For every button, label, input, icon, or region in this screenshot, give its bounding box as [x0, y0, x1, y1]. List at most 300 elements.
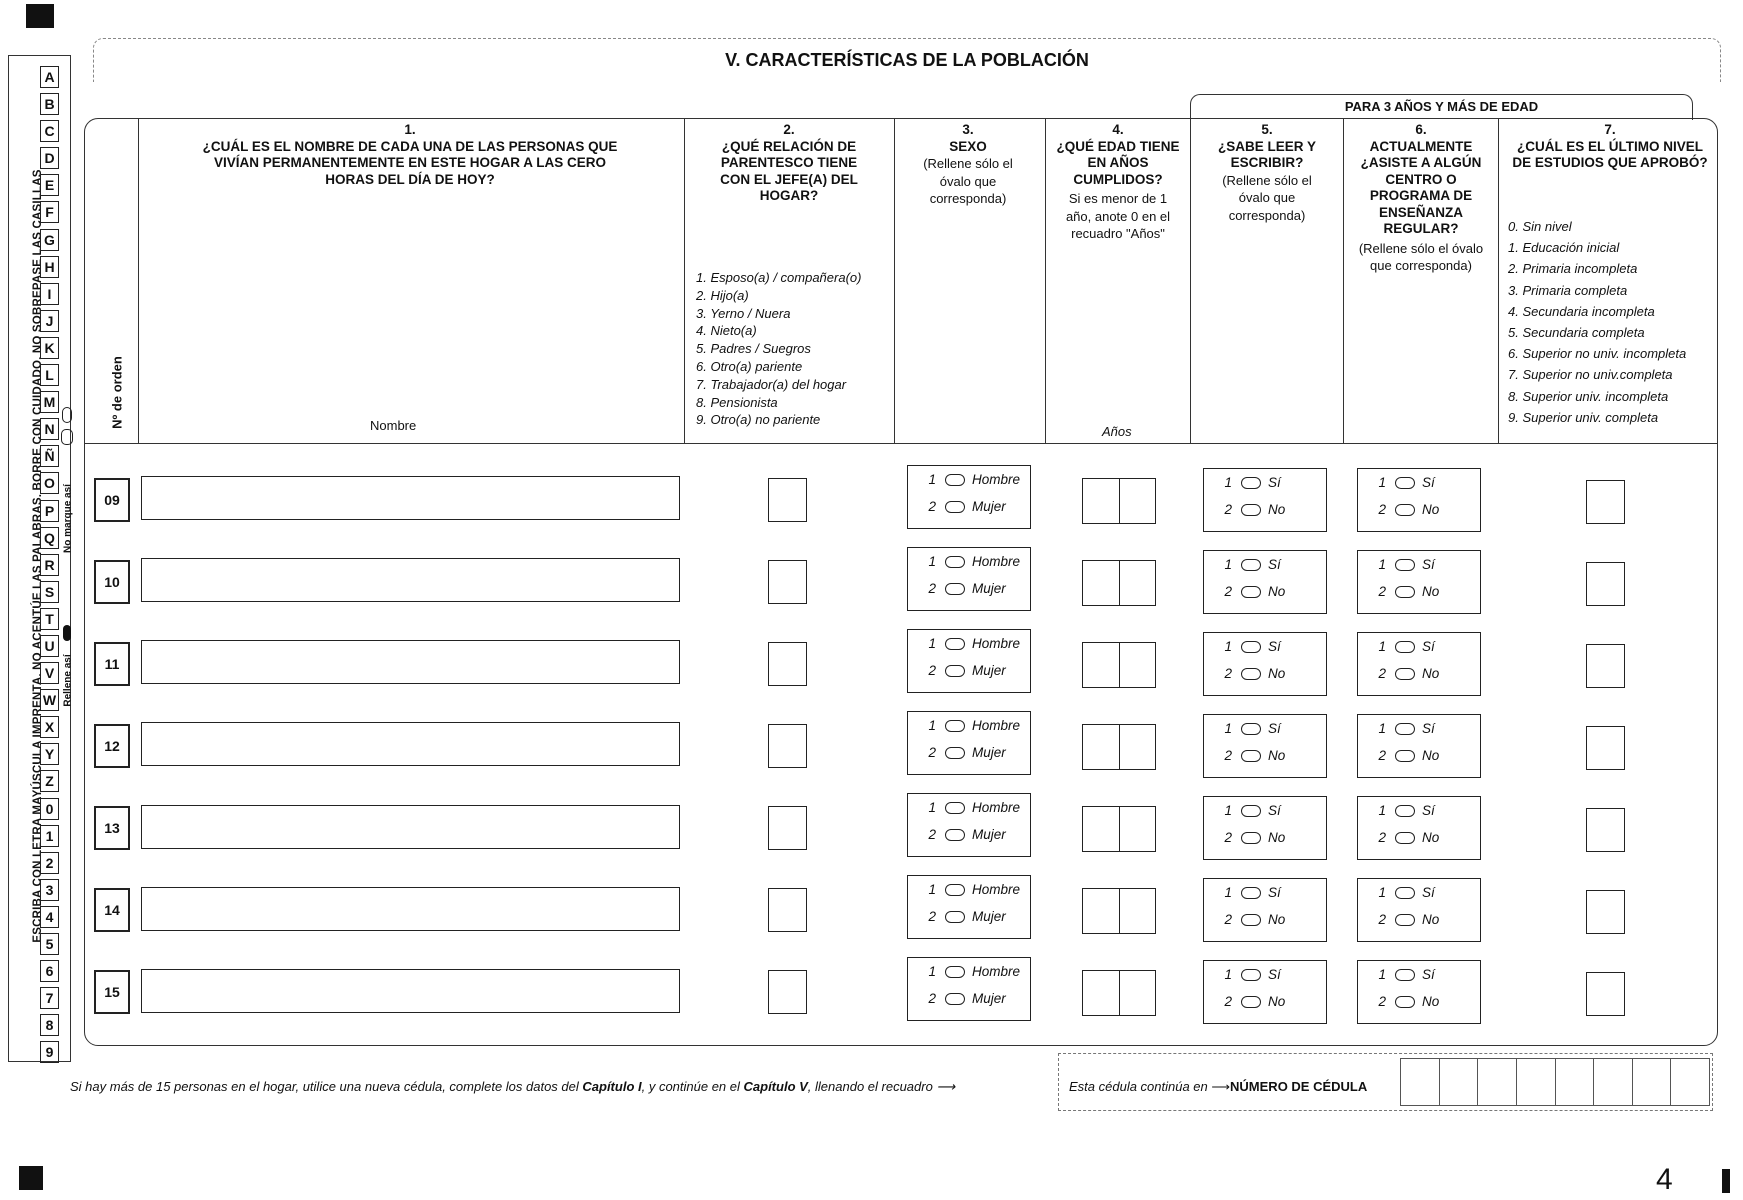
continua-text: Esta cédula continúa en [1069, 1079, 1208, 1094]
oval-radio[interactable] [1241, 969, 1261, 981]
footer-note-cap1: Capítulo I [582, 1079, 642, 1094]
oval-radio[interactable] [945, 556, 965, 568]
school-attendance-option[interactable] [1358, 584, 1480, 599]
cedula-digit-box[interactable] [1593, 1058, 1632, 1106]
education-level-input[interactable] [1586, 726, 1625, 770]
age-digit-box[interactable] [1083, 479, 1120, 523]
option-label: Mujer [972, 909, 1006, 924]
col-5-number: 5. [1261, 122, 1273, 137]
literacy-option[interactable] [1204, 830, 1326, 845]
option-label: No [1268, 584, 1286, 599]
literacy-option[interactable] [1204, 475, 1326, 490]
character-guide-box: 6 [40, 960, 59, 982]
registration-mark-bottom-left [19, 1166, 43, 1190]
nombre-label: Nombre [370, 418, 417, 433]
option-label: No [1422, 912, 1440, 927]
name-input[interactable] [141, 722, 680, 766]
oval-radio[interactable] [1395, 559, 1415, 571]
col-6-question: ACTUALMENTE ¿ASISTE A ALGÚN CENTRO O PROGRAMA DE ENSEÑANZA REGULAR? [1360, 138, 1482, 236]
col-7-number: 7. [1604, 122, 1616, 137]
oval-radio[interactable] [1395, 641, 1415, 653]
oval-radio[interactable] [1241, 723, 1261, 735]
relationship-code-input[interactable] [768, 970, 807, 1014]
option-number: 1 [928, 882, 936, 897]
option-number: 2 [1378, 748, 1386, 763]
option-label: No [1268, 830, 1286, 845]
character-guide-box: M [40, 391, 59, 413]
footer-note-2: , y continúe en el [641, 1079, 744, 1094]
age-digit-box[interactable] [1083, 725, 1120, 769]
name-input[interactable] [141, 558, 680, 602]
relationship-code-input[interactable] [768, 478, 807, 522]
oval-radio[interactable] [1395, 723, 1415, 735]
school-attendance-option[interactable] [1358, 885, 1480, 900]
sex-option[interactable] [908, 800, 1030, 815]
option-number: 2 [1224, 748, 1232, 763]
option-number: 2 [1224, 584, 1232, 599]
oval-radio[interactable] [945, 638, 965, 650]
option-number: 1 [1224, 475, 1232, 490]
option-item: 5. Padres / Suegros [696, 341, 811, 357]
col-divider [894, 118, 895, 443]
oval-radio[interactable] [945, 747, 965, 759]
character-guide-box: 7 [40, 987, 59, 1009]
oval-radio[interactable] [1395, 832, 1415, 844]
oval-radio[interactable] [1241, 914, 1261, 926]
education-level-input[interactable] [1586, 562, 1625, 606]
school-attendance-option[interactable] [1358, 830, 1480, 845]
option-label: Sí [1268, 721, 1281, 736]
school-attendance-option[interactable] [1358, 557, 1480, 572]
relationship-code-input[interactable] [768, 560, 807, 604]
oval-radio[interactable] [1395, 969, 1415, 981]
option-number: 1 [928, 800, 936, 815]
oval-bad-example-icon [62, 407, 72, 423]
character-guide-box: V [40, 662, 59, 684]
literacy-option[interactable] [1204, 748, 1326, 763]
option-label: Sí [1422, 967, 1435, 982]
col-1-header [200, 122, 620, 188]
age-digit-box[interactable] [1120, 725, 1156, 769]
age-digit-box[interactable] [1083, 643, 1120, 687]
age-input[interactable] [1082, 642, 1156, 688]
literacy-option[interactable] [1204, 502, 1326, 517]
cedula-digit-box[interactable] [1439, 1058, 1478, 1106]
oval-radio[interactable] [1395, 477, 1415, 489]
row-number: 15 [94, 970, 130, 1014]
age-digit-box[interactable] [1120, 643, 1156, 687]
age-digit-box[interactable] [1120, 889, 1156, 933]
character-guide-box: 9 [40, 1041, 59, 1063]
character-guide-box: S [40, 581, 59, 603]
col-6-header [1355, 122, 1487, 275]
option-item: 4. Nieto(a) [696, 323, 757, 339]
oval-radio[interactable] [1395, 805, 1415, 817]
character-guide-box: 4 [40, 906, 59, 928]
oval-radio[interactable] [945, 474, 965, 486]
school-attendance-option[interactable] [1358, 475, 1480, 490]
arrow-right-icon: ⟶ [1207, 1079, 1231, 1094]
option-number: 2 [928, 827, 936, 842]
option-number: 1 [1378, 885, 1386, 900]
option-number: 2 [1224, 502, 1232, 517]
school-attendance-option[interactable] [1358, 967, 1480, 982]
col-4-number: 4. [1112, 122, 1124, 137]
col-6-number: 6. [1415, 122, 1427, 137]
sex-option[interactable] [908, 663, 1030, 678]
writing-instructions: ESCRIBA CON LETRA MAYÚSCULA IMPRENTA. NO ACENTÚE LAS PALABRAS. BORRE CON CUIDADO. NO SOBREPASE LAS CASILLAS [32, 169, 44, 943]
cedula-digit-box[interactable] [1555, 1058, 1594, 1106]
sex-option[interactable] [908, 745, 1030, 760]
oval-radio[interactable] [1241, 641, 1261, 653]
footer-note-3: , llenando el recuadro [807, 1079, 933, 1094]
school-attendance-option-group [1357, 468, 1481, 532]
school-attendance-option-group [1357, 960, 1481, 1024]
age-digit-box[interactable] [1120, 479, 1156, 523]
literacy-option[interactable] [1204, 584, 1326, 599]
option-label: No [1422, 584, 1440, 599]
education-level-input[interactable] [1586, 808, 1625, 852]
option-label: Mujer [972, 827, 1006, 842]
oval-radio[interactable] [1395, 914, 1415, 926]
oval-radio[interactable] [1395, 586, 1415, 598]
character-guide-box: H [40, 256, 59, 278]
age-input[interactable] [1082, 806, 1156, 852]
character-guide-box: G [40, 229, 59, 251]
row-number: 11 [94, 642, 130, 686]
oval-radio[interactable] [945, 993, 965, 1005]
col-5-header [1205, 122, 1329, 224]
oval-radio[interactable] [945, 911, 965, 923]
character-guide-box: 3 [40, 879, 59, 901]
oval-radio[interactable] [1241, 477, 1261, 489]
option-label: No [1268, 912, 1286, 927]
literacy-option-group [1203, 796, 1327, 860]
option-number: 2 [928, 581, 936, 596]
name-input[interactable] [141, 640, 680, 684]
oval-radio[interactable] [1241, 586, 1261, 598]
age-input[interactable] [1082, 560, 1156, 606]
option-item: 4. Secundaria incompleta [1508, 303, 1655, 319]
option-label: No [1268, 748, 1286, 763]
sex-option[interactable] [908, 882, 1030, 897]
option-number: 1 [928, 964, 936, 979]
oval-radio[interactable] [1241, 504, 1261, 516]
col-5-instruction: (Rellene sólo el óvalo que corresponda) [1222, 172, 1312, 223]
oval-radio[interactable] [1241, 559, 1261, 571]
oval-radio[interactable] [1241, 668, 1261, 680]
row-number: 14 [94, 888, 130, 932]
col-3-header [912, 122, 1024, 208]
sex-option[interactable] [908, 827, 1030, 842]
option-label: Sí [1268, 557, 1281, 572]
col-4-question: ¿QUÉ EDAD TIENE EN AÑOS CUMPLIDOS? [1056, 138, 1180, 187]
age-digit-box[interactable] [1120, 807, 1156, 851]
school-attendance-option[interactable] [1358, 994, 1480, 1009]
age-input[interactable] [1082, 724, 1156, 770]
character-guide-box: O [40, 472, 59, 494]
option-number: 1 [1224, 639, 1232, 654]
option-number: 1 [1224, 721, 1232, 736]
literacy-option[interactable] [1204, 639, 1326, 654]
relationship-code-input[interactable] [768, 888, 807, 932]
option-item: 9. Otro(a) no pariente [696, 412, 821, 428]
character-guide-box: F [40, 201, 59, 223]
education-level-input[interactable] [1586, 480, 1625, 524]
option-label: Mujer [972, 663, 1006, 678]
oval-radio[interactable] [945, 583, 965, 595]
col-divider [684, 118, 685, 443]
school-attendance-option[interactable] [1358, 666, 1480, 681]
option-item: 5. Secundaria completa [1508, 325, 1645, 341]
school-attendance-option-group [1357, 878, 1481, 942]
oval-radio[interactable] [1241, 750, 1261, 762]
option-label: Sí [1422, 475, 1435, 490]
option-number: 2 [928, 909, 936, 924]
option-item: 2. Primaria incompleta [1508, 261, 1638, 277]
literacy-option[interactable] [1204, 967, 1326, 982]
character-guide-box: X [40, 716, 59, 738]
option-label: Hombre [972, 718, 1021, 733]
oval-radio[interactable] [945, 966, 965, 978]
oval-radio[interactable] [1395, 668, 1415, 680]
literacy-option[interactable] [1204, 666, 1326, 681]
option-label: Mujer [972, 745, 1006, 760]
option-label: Hombre [972, 472, 1021, 487]
option-number: 1 [928, 718, 936, 733]
sex-option[interactable] [908, 581, 1030, 596]
school-attendance-option-group [1357, 550, 1481, 614]
col-divider [1498, 118, 1499, 443]
cedula-digit-box[interactable] [1632, 1058, 1671, 1106]
option-label: Mujer [972, 991, 1006, 1006]
col-6-instruction: (Rellene sólo el óvalo que corresponda) [1358, 240, 1484, 273]
education-level-input[interactable] [1586, 972, 1625, 1016]
sex-option-group [907, 629, 1031, 693]
sex-option-group [907, 465, 1031, 529]
oval-radio[interactable] [1395, 996, 1415, 1008]
option-item: 8. Pensionista [696, 394, 778, 410]
character-guide-box: D [40, 147, 59, 169]
sex-option[interactable] [908, 718, 1030, 733]
option-number: 1 [1378, 721, 1386, 736]
option-label: Sí [1268, 475, 1281, 490]
school-attendance-option[interactable] [1358, 803, 1480, 818]
school-attendance-option[interactable] [1358, 502, 1480, 517]
age-digit-box[interactable] [1120, 971, 1156, 1015]
option-label: Sí [1268, 885, 1281, 900]
col-2-number: 2. [783, 122, 795, 137]
name-input[interactable] [141, 476, 680, 520]
sex-option[interactable] [908, 499, 1030, 514]
option-number: 2 [1378, 502, 1386, 517]
option-label: No [1422, 666, 1440, 681]
option-number: 1 [1378, 475, 1386, 490]
col-5-question: ¿SABE LEER Y ESCRIBIR? [1217, 138, 1317, 170]
cedula-digit-box[interactable] [1670, 1058, 1710, 1106]
cedula-number-input[interactable] [1400, 1058, 1710, 1106]
name-input[interactable] [141, 887, 680, 931]
col-4-instruction: Si es menor de 1 año, anote 0 en el recuadro "Años" [1065, 191, 1171, 241]
option-label: Sí [1422, 885, 1435, 900]
option-item: 6. Otro(a) pariente [696, 358, 803, 374]
option-number: 2 [928, 499, 936, 514]
literacy-option-group [1203, 960, 1327, 1024]
cedula-digit-box[interactable] [1400, 1058, 1439, 1106]
sex-option[interactable] [908, 909, 1030, 924]
sex-option-group [907, 875, 1031, 939]
oval-radio[interactable] [945, 829, 965, 841]
arrow-right-icon: ⟶ [932, 1079, 956, 1094]
option-item: 8. Superior univ. incompleta [1508, 388, 1669, 404]
page-number: 4 [1656, 1163, 1673, 1196]
option-number: 2 [1224, 830, 1232, 845]
school-attendance-option[interactable] [1358, 639, 1480, 654]
literacy-option[interactable] [1204, 557, 1326, 572]
sex-option-group [907, 711, 1031, 775]
character-guide-box: W [40, 689, 59, 711]
age-digit-box[interactable] [1083, 971, 1120, 1015]
character-guide-box: P [40, 500, 59, 522]
age-digit-box[interactable] [1083, 561, 1120, 605]
option-number: 2 [1378, 584, 1386, 599]
character-guide-box: I [40, 283, 59, 305]
oval-radio[interactable] [1395, 750, 1415, 762]
oval-radio[interactable] [1241, 887, 1261, 899]
option-number: 1 [1378, 557, 1386, 572]
school-attendance-option[interactable] [1358, 748, 1480, 763]
oval-radio[interactable] [945, 665, 965, 677]
name-input[interactable] [141, 969, 680, 1013]
col-1-question: ¿CUÁL ES EL NOMBRE DE CADA UNA DE LAS PERSONAS QUE VIVÍAN PERMANENTEMENTE EN ESTE HOGAR A LAS CERO HORAS DEL DÍA DE HOY? [202, 138, 618, 187]
education-level-input[interactable] [1586, 890, 1625, 934]
oval-radio[interactable] [945, 802, 965, 814]
sex-option[interactable] [908, 964, 1030, 979]
header-divider [84, 443, 1718, 444]
option-item: 3. Yerno / Nuera [696, 305, 791, 321]
option-item: 0. Sin nivel [1508, 219, 1572, 234]
page-title: V. CARACTERÍSTICAS DE LA POBLACIÓN [725, 50, 1089, 70]
oval-radio[interactable] [945, 884, 965, 896]
school-attendance-option[interactable] [1358, 721, 1480, 736]
school-attendance-option[interactable] [1358, 912, 1480, 927]
sex-option-group [907, 793, 1031, 857]
col-divider [1045, 118, 1046, 443]
option-number: 2 [1224, 994, 1232, 1009]
age-input[interactable] [1082, 478, 1156, 524]
fill-ok-label: Rellene así [62, 654, 74, 707]
option-label: Sí [1268, 639, 1281, 654]
option-item: 7. Trabajador(a) del hogar [696, 376, 847, 392]
character-guide-box: 0 [40, 798, 59, 820]
character-guide-box: E [40, 174, 59, 196]
school-attendance-option-group [1357, 714, 1481, 778]
footer-note-1: Si hay más de 15 personas en el hogar, utilice una nueva cédula, complete los datos del [70, 1079, 583, 1094]
option-label: Sí [1268, 967, 1281, 982]
footer-note [70, 1079, 955, 1095]
oval-radio[interactable] [1241, 996, 1261, 1008]
row-number: 09 [94, 478, 130, 522]
character-guide-box: 1 [40, 825, 59, 847]
option-label: No [1268, 502, 1286, 517]
character-guide-box: T [40, 608, 59, 630]
row-number: 12 [94, 724, 130, 768]
oval-radio[interactable] [1241, 832, 1261, 844]
oval-radio[interactable] [945, 720, 965, 732]
option-number: 1 [1378, 803, 1386, 818]
literacy-option[interactable] [1204, 803, 1326, 818]
sex-option[interactable] [908, 554, 1030, 569]
character-guide-box: K [40, 337, 59, 359]
option-number: 2 [928, 745, 936, 760]
oval-radio[interactable] [1395, 887, 1415, 899]
col-3-number: 3. [962, 122, 974, 137]
oval-radio[interactable] [1395, 504, 1415, 516]
col-divider [1190, 118, 1191, 443]
literacy-option[interactable] [1204, 912, 1326, 927]
education-level-input[interactable] [1586, 644, 1625, 688]
literacy-option-group [1203, 550, 1327, 614]
literacy-option[interactable] [1204, 994, 1326, 1009]
age-digit-box[interactable] [1083, 889, 1120, 933]
age-input[interactable] [1082, 970, 1156, 1016]
cedula-digit-box[interactable] [1516, 1058, 1555, 1106]
relationship-code-input[interactable] [768, 806, 807, 850]
cedula-digit-box[interactable] [1477, 1058, 1516, 1106]
col-2-question: ¿QUÉ RELACIÓN DE PARENTESCO TIENE CON EL JEFE(A) DEL HOGAR? [720, 138, 858, 203]
col-3-instruction: (Rellene sólo el óvalo que corresponda) [923, 156, 1013, 206]
literacy-option-group [1203, 468, 1327, 532]
age-digit-box[interactable] [1120, 561, 1156, 605]
option-item: 2. Hijo(a) [696, 287, 749, 303]
oval-radio[interactable] [945, 501, 965, 513]
option-item: 9. Superior univ. completa [1508, 409, 1659, 425]
sex-option[interactable] [908, 636, 1030, 651]
name-input[interactable] [141, 805, 680, 849]
character-guide-box: U [40, 635, 59, 657]
character-guide-box: Ñ [40, 445, 59, 467]
character-guide-box: 8 [40, 1014, 59, 1036]
character-guide-box: Q [40, 527, 59, 549]
sex-option[interactable] [908, 472, 1030, 487]
col-divider [138, 118, 139, 443]
oval-radio[interactable] [1241, 805, 1261, 817]
col-2-header [714, 122, 864, 205]
registration-mark-top-left [26, 4, 54, 28]
character-guide-box: C [40, 120, 59, 142]
option-label: Mujer [972, 581, 1006, 596]
cedula-label: NÚMERO DE CÉDULA [1230, 1079, 1368, 1094]
age-digit-box[interactable] [1083, 807, 1120, 851]
option-label: Sí [1422, 721, 1435, 736]
registration-mark-bottom-right [1722, 1169, 1730, 1193]
character-guide-box: 5 [40, 933, 59, 955]
col-divider [1343, 118, 1344, 443]
literacy-option[interactable] [1204, 885, 1326, 900]
literacy-option[interactable] [1204, 721, 1326, 736]
relationship-code-input[interactable] [768, 724, 807, 768]
nivel-estudios-options [1508, 216, 1714, 428]
literacy-option-group [1203, 714, 1327, 778]
relationship-code-input[interactable] [768, 642, 807, 686]
sex-option[interactable] [908, 991, 1030, 1006]
continuation-label [1069, 1079, 1367, 1095]
option-label: Hombre [972, 636, 1021, 651]
option-number: 1 [1224, 557, 1232, 572]
character-guide-box: Z [40, 770, 59, 792]
age-input[interactable] [1082, 888, 1156, 934]
age-group-tab: PARA 3 AÑOS Y MÁS DE EDAD [1190, 94, 1693, 120]
